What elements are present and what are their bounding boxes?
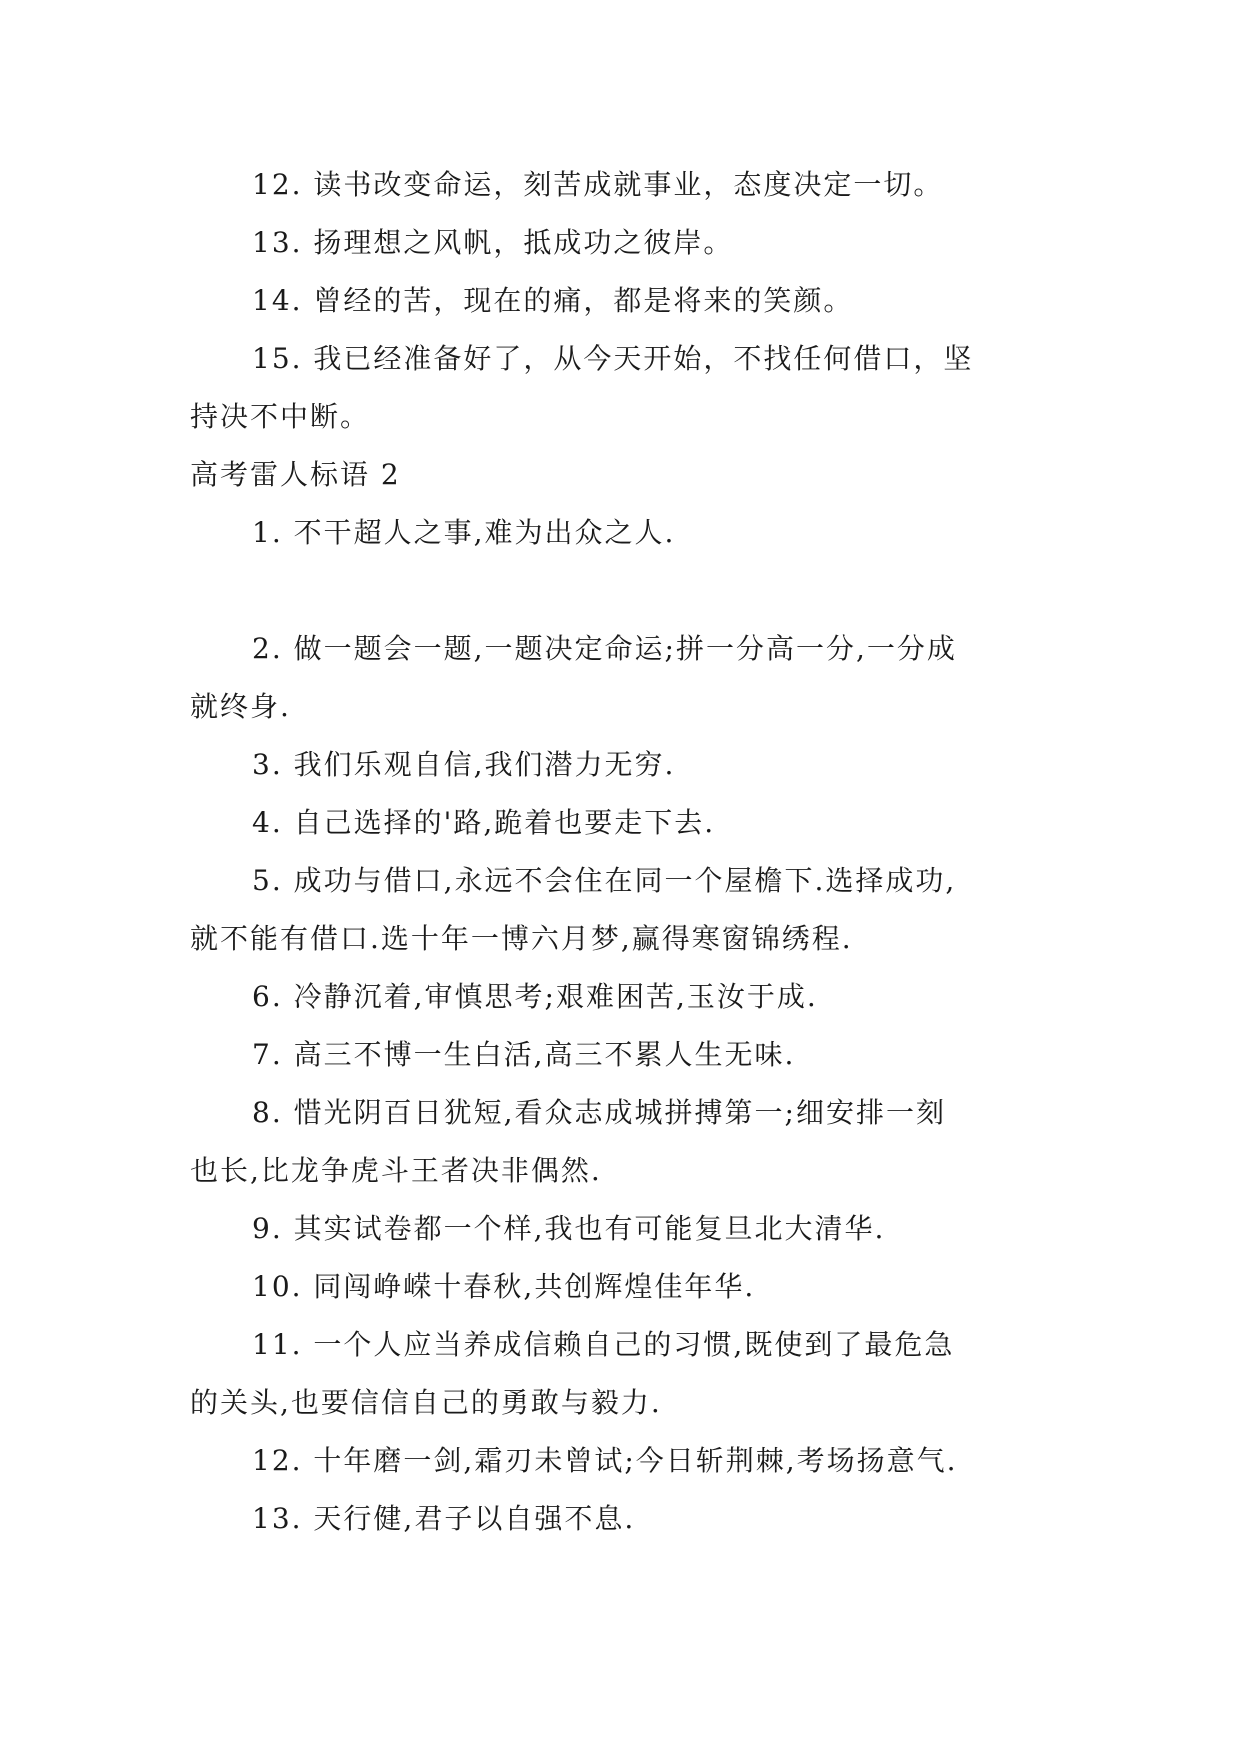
slogan-2-2-continuation: 就终身. [190, 690, 291, 723]
slogan-15: 15. 我已经准备好了，从今天开始，不找任何借口，坚 [252, 342, 974, 375]
slogan-2-4: 4. 自己选择的'路,跪着也要走下去. [252, 806, 716, 839]
slogan-2-8-continuation: 也长,比龙争虎斗王者决非偶然. [190, 1154, 602, 1187]
slogan-2-5: 5. 成功与借口,永远不会住在同一个屋檐下.选择成功, [252, 864, 957, 897]
slogan-2-8: 8. 惜光阴百日犹短,看众志成城拼搏第一;细安排一刻 [252, 1096, 946, 1129]
slogan-14: 14. 曾经的苦，现在的痛，都是将来的笑颜。 [252, 284, 854, 317]
slogan-2-10: 10. 同闯峥嵘十春秋,共创辉煌佳年华. [252, 1270, 756, 1303]
slogan-2-11: 11. 一个人应当养成信赖自己的习惯,既使到了最危急 [252, 1328, 955, 1361]
slogan-2-2: 2. 做一题会一题,一题决定命运;拼一分高一分,一分成 [252, 632, 957, 665]
slogan-2-7: 7. 高三不博一生白活,高三不累人生无味. [252, 1038, 796, 1071]
slogan-2-9: 9. 其实试卷都一个样,我也有可能复旦北大清华. [252, 1212, 886, 1245]
slogan-15-continuation: 持决不中断。 [190, 400, 371, 433]
slogan-12: 12. 读书改变命运，刻苦成就事业，态度决定一切。 [252, 168, 944, 201]
slogan-2-5-continuation: 就不能有借口.选十年一博六月梦,赢得寒窗锦绣程. [190, 922, 853, 955]
slogan-2-6: 6. 冷静沉着,审慎思考;艰难困苦,玉汝于成. [252, 980, 818, 1013]
slogan-2-13: 13. 天行健,君子以自强不息. [252, 1502, 636, 1535]
slogan-2-12: 12. 十年磨一剑,霜刃未曾试;今日斩荆棘,考场扬意气. [252, 1444, 958, 1477]
slogan-2-3: 3. 我们乐观自信,我们潜力无穷. [252, 748, 676, 781]
slogan-2-11-continuation: 的关头,也要信信自己的勇敢与毅力. [190, 1386, 662, 1419]
slogan-13: 13. 扬理想之风帆，抵成功之彼岸。 [252, 226, 734, 259]
slogan-2-1: 1. 不干超人之事,难为出众之人. [252, 516, 676, 549]
section-heading: 高考雷人标语 2 [190, 458, 401, 491]
